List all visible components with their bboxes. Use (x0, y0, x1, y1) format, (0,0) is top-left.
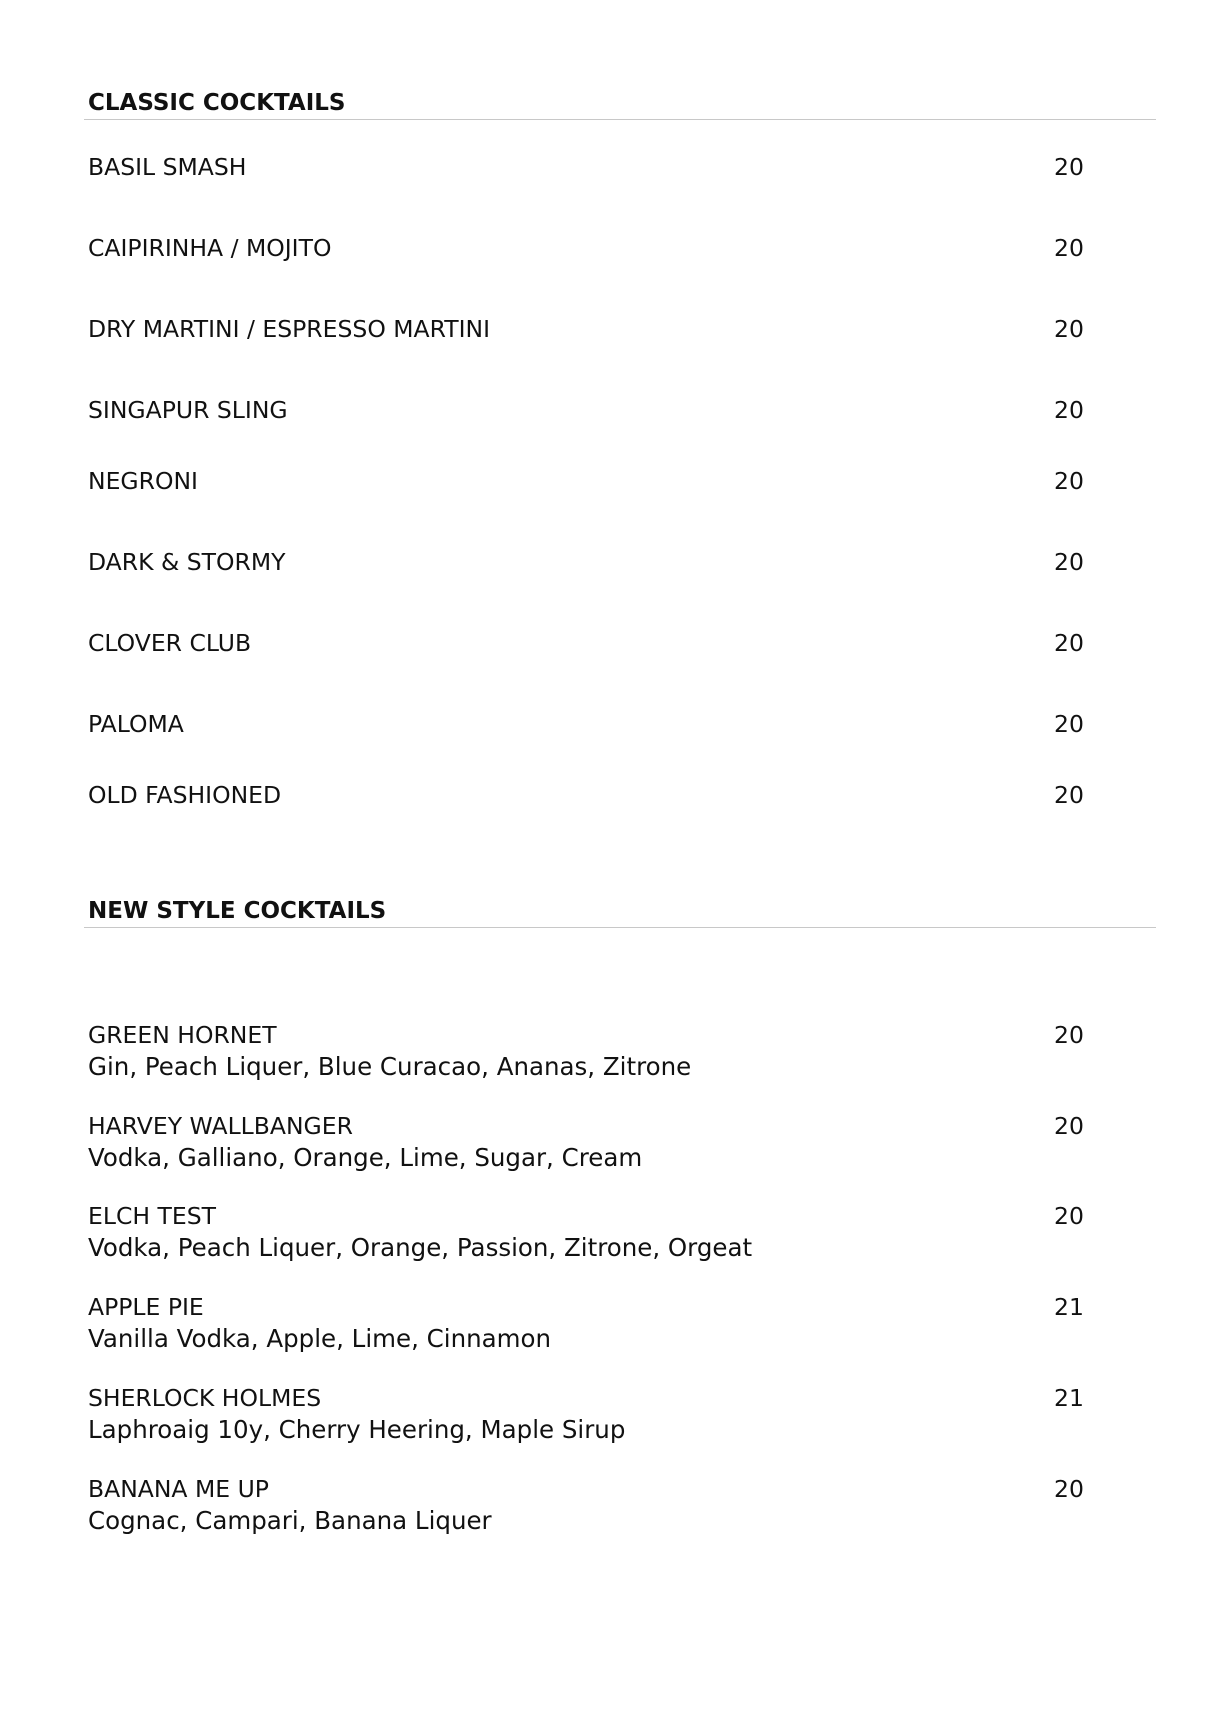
item-price: 20 (1054, 548, 1084, 576)
menu-item (88, 315, 1088, 352)
item-name: PALOMA (88, 710, 184, 738)
item-description: Cognac, Campari, Banana Liquer (88, 1506, 492, 1535)
menu-item (88, 153, 1088, 190)
menu-item (88, 1021, 1088, 1090)
section-divider (84, 119, 1156, 120)
menu-item (88, 1293, 1088, 1362)
menu-item (88, 781, 1088, 818)
section-divider (84, 927, 1156, 928)
item-description: Vodka, Peach Liquer, Orange, Passion, Zitrone, Orgeat (88, 1233, 753, 1262)
item-description: Vodka, Galliano, Orange, Lime, Sugar, Cream (88, 1143, 643, 1172)
section-title-classic-cocktails: CLASSIC COCKTAILS (88, 90, 346, 116)
item-description: Vanilla Vodka, Apple, Lime, Cinnamon (88, 1324, 552, 1353)
item-name: ELCH TEST (88, 1202, 216, 1230)
menu-item (88, 396, 1088, 433)
item-name: BANANA ME UP (88, 1475, 269, 1503)
menu-item (88, 234, 1088, 271)
menu-item (88, 1475, 1088, 1544)
item-name: CAIPIRINHA / MOJITO (88, 234, 332, 262)
item-name: NEGRONI (88, 467, 198, 495)
section-title-new-style-cocktails: NEW STYLE COCKTAILS (88, 898, 387, 924)
item-price: 20 (1054, 467, 1084, 495)
menu-item (88, 710, 1088, 747)
item-name: OLD FASHIONED (88, 781, 282, 809)
item-price: 20 (1054, 1112, 1084, 1140)
item-name: GREEN HORNET (88, 1021, 277, 1049)
item-name: SINGAPUR SLING (88, 396, 288, 424)
item-price: 20 (1054, 1475, 1084, 1503)
menu-item (88, 629, 1088, 666)
item-price: 20 (1054, 629, 1084, 657)
menu-item (88, 1202, 1088, 1271)
item-price: 20 (1054, 153, 1084, 181)
item-name: SHERLOCK HOLMES (88, 1384, 322, 1412)
item-price: 21 (1054, 1384, 1084, 1412)
menu-item (88, 1384, 1088, 1453)
menu-item (88, 548, 1088, 585)
item-name: DARK & STORMY (88, 548, 286, 576)
item-description: Laphroaig 10y, Cherry Heering, Maple Sirup (88, 1415, 626, 1444)
item-name: BASIL SMASH (88, 153, 247, 181)
item-price: 20 (1054, 710, 1084, 738)
menu-item (88, 467, 1088, 504)
item-price: 20 (1054, 396, 1084, 424)
item-price: 20 (1054, 234, 1084, 262)
item-price: 20 (1054, 1202, 1084, 1230)
item-name: HARVEY WALLBANGER (88, 1112, 353, 1140)
item-name: DRY MARTINI / ESPRESSO MARTINI (88, 315, 491, 343)
menu-item (88, 1112, 1088, 1181)
item-price: 20 (1054, 1021, 1084, 1049)
item-description: Gin, Peach Liquer, Blue Curacao, Ananas, Zitrone (88, 1052, 692, 1081)
item-price: 20 (1054, 315, 1084, 343)
item-price: 21 (1054, 1293, 1084, 1321)
item-name: CLOVER CLUB (88, 629, 252, 657)
item-name: APPLE PIE (88, 1293, 204, 1321)
item-price: 20 (1054, 781, 1084, 809)
